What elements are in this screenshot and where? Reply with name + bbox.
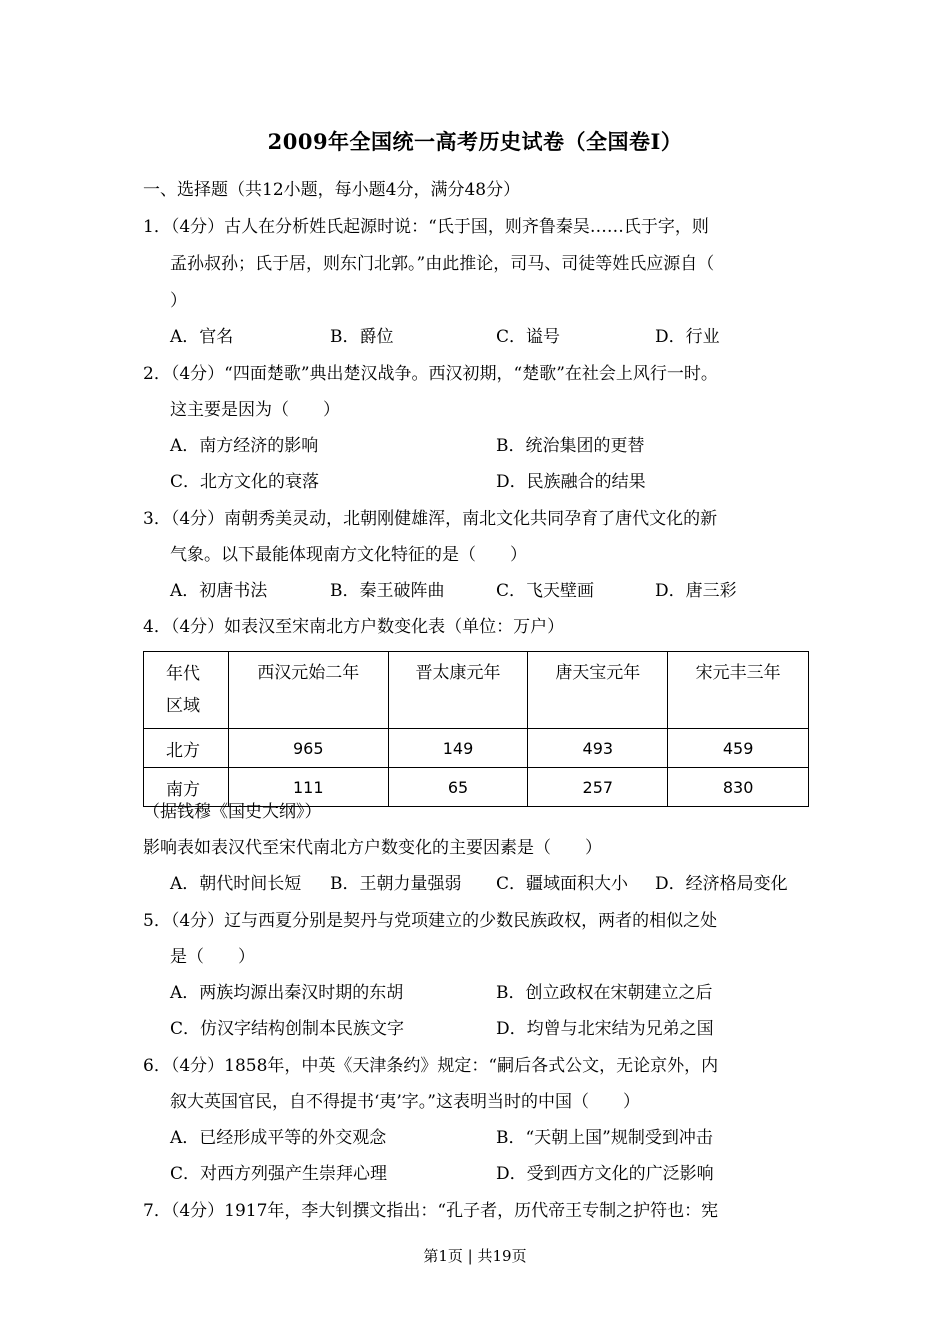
table-cell: 830 [668, 768, 809, 807]
question-5-line-2: 是（ ） [170, 947, 255, 967]
question-5-option-c: C．仿汉字结构创制本民族文字 [170, 1019, 405, 1039]
table-source: （据钱穆《国史大纲》） [143, 802, 322, 822]
table-cell: 65 [388, 768, 528, 807]
question-5-option-b: B．创立政权在宋朝建立之后 [496, 983, 713, 1003]
question-1-option-b: B．爵位 [330, 327, 394, 347]
table-corner-cell [144, 652, 229, 729]
table-header-cell: 唐天宝元年 [528, 652, 668, 729]
question-1-line-2: 孟孙叔孙；氏于居，则东门北郭。”由此推论，司马、司徒等姓氏应源自（ [170, 254, 715, 274]
question-3-option-d: D．唐三彩 [655, 581, 737, 601]
section-heading: 一、选择题（共12小题，每小题4分，满分48分） [143, 180, 521, 200]
table-cell: 257 [528, 768, 668, 807]
question-1-line-1: 1．（4分）古人在分析姓氏起源时说：“氏于国，则齐鲁秦吴……氏于字，则 [143, 217, 709, 237]
question-6-option-c: C．对西方列强产生崇拜心理 [170, 1164, 388, 1184]
question-2-option-d: D．民族融合的结果 [496, 472, 646, 492]
question-4-option-a: A．朝代时间长短 [170, 874, 302, 894]
question-3-option-c: C．飞天壁画 [496, 581, 595, 601]
question-4-line-1: 4．（4分）如表汉至宋南北方户数变化表（单位：万户） [143, 617, 565, 637]
question-5-option-d: D．均曾与北宋结为兄弟之国 [496, 1019, 714, 1039]
question-1-option-c: C．谥号 [496, 327, 561, 347]
table-cell: 111 [228, 768, 388, 807]
question-2-line-2: 这主要是因为（ ） [170, 400, 340, 420]
question-5-option-a: A．两族均源出秦汉时期的东胡 [170, 983, 404, 1003]
question-6-option-b: B．“天朝上国”规制受到冲击 [496, 1128, 713, 1148]
question-4-option-b: B．王朝力量强弱 [330, 874, 462, 894]
question-4-option-c: C．疆域面积大小 [496, 874, 629, 894]
row-label: 南方 [144, 768, 229, 807]
corner-label-region: 区域 [166, 696, 200, 716]
table-header-cell: 晋太康元年 [388, 652, 528, 729]
question-1-option-d: D．行业 [655, 327, 720, 347]
question-4-line-2: 影响表如表汉代至宋代南北方户数变化的主要因素是（ ） [143, 838, 602, 858]
table-cell: 965 [228, 729, 388, 768]
question-7-line-1: 7．（4分）1917年，李大钊撰文指出：“孔子者，历代帝王专制之护符也：宪 [143, 1201, 719, 1221]
row-label: 北方 [144, 729, 229, 768]
question-6-option-d: D．受到西方文化的广泛影响 [496, 1164, 714, 1184]
page-title: 2009年全国统一高考历史试卷（全国卷Ⅰ） [267, 129, 683, 154]
table-header-cell: 西汉元始二年 [228, 652, 388, 729]
question-6-line-1: 6．（4分）1858年，中英《天津条约》规定：“嗣后各式公文，无论京外，内 [143, 1056, 719, 1076]
table-cell: 459 [668, 729, 809, 768]
table-cell: 149 [388, 729, 528, 768]
question-3-line-2: 气象。以下最能体现南方文化特征的是（ ） [170, 545, 527, 565]
question-2-line-1: 2．（4分）“四面楚歌”典出楚汉战争。西汉初期，“楚歌”在社会上风行一时。 [143, 364, 718, 384]
question-2-option-b: B．统治集团的更替 [496, 436, 645, 456]
table-cell: 493 [528, 729, 668, 768]
table-header-cell: 宋元丰三年 [668, 652, 809, 729]
table-header-row [144, 652, 809, 729]
question-2-option-a: A．南方经济的影响 [170, 436, 319, 456]
question-5-line-1: 5．（4分）辽与西夏分别是契丹与党项建立的少数民族政权，两者的相似之处 [143, 911, 718, 931]
question-3-option-b: B．秦王破阵曲 [330, 581, 445, 601]
question-6-line-2: 叙大英国官民，自不得提书‘夷’字。”这表明当时的中国（ ） [170, 1092, 640, 1112]
question-4-option-d: D．经济格局变化 [655, 874, 788, 894]
household-table [143, 651, 809, 807]
question-1-line-3: ） [170, 291, 187, 311]
page-footer: 第1页 | 共19页 [423, 1247, 527, 1265]
question-3-option-a: A．初唐书法 [170, 581, 268, 601]
question-2-option-c: C．北方文化的衰落 [170, 472, 320, 492]
table-row [144, 729, 809, 768]
question-6-option-a: A．已经形成平等的外交观念 [170, 1128, 387, 1148]
corner-label-period: 年代 [166, 664, 200, 684]
question-1-option-a: A．官名 [170, 327, 234, 347]
question-3-line-1: 3．（4分）南朝秀美灵动，北朝刚健雄浑，南北文化共同孕育了唐代文化的新 [143, 509, 718, 529]
